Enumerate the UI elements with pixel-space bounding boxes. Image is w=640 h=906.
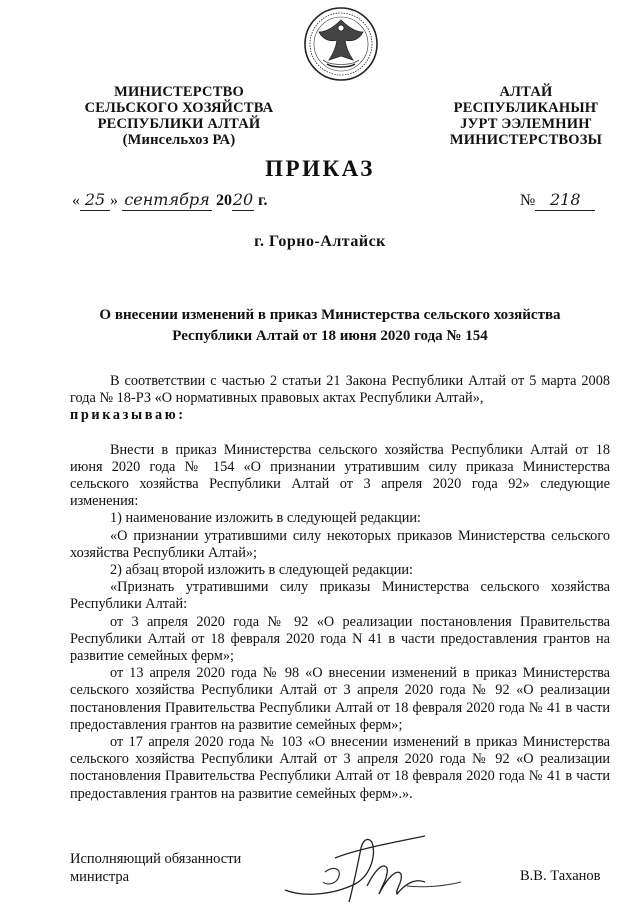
header-left-line: РЕСПУБЛИКИ АЛТАЙ [97, 116, 261, 132]
date-day: 25 [80, 190, 110, 211]
order-word: приказываю: [70, 407, 186, 424]
date-month: сентября [122, 190, 212, 211]
header-right-line: РЕСПУБЛИКАНЫҤ [453, 100, 599, 116]
date-year-prefix: 20 [216, 192, 232, 209]
body-paragraph: от 17 апреля 2020 года № 103 «О внесении изменений в приказ Министерства сельского хозяйства Республики Алтай от 3 апреля 2020 года № 92 «О реализации постановления Правительства Республики Алтай от 18 февраля 2020 года № 41 в части предоставления грантов на развитие семейных ферм».». [70, 734, 610, 802]
date-year-suffix: 20 [232, 190, 254, 209]
header-left-line: (Минсельхоз РА) [122, 132, 236, 148]
header-right-line: МИНИСТЕРСТВОЗЫ [449, 132, 603, 148]
preamble: В соответствии с частью 2 статьи 21 Закона Республики Алтай от 5 марта 2008 года № 18-РЗ «О нормативных правовых актах Республики Алтай», [70, 373, 610, 407]
order-body [70, 373, 610, 803]
ministry-header-altai [430, 84, 622, 148]
body-paragraph: 2) абзац второй изложить в следующей редакции: [110, 562, 413, 579]
handwritten-signature-icon [275, 828, 465, 906]
date-close-quote: » [110, 192, 118, 209]
number-label: № [520, 192, 536, 209]
body-paragraph: от 13 апреля 2020 года № 98 «О внесении изменений в приказ Министерства сельского хозяйства Республики Алтай от 3 апреля 2020 года № 92 «О реализации постановления Правительства Республики Алтай от 18 февраля 2020 года № 41 в части предоставления грантов на развитие семейных ферм»; [70, 665, 610, 733]
date-year-unit: г. [258, 192, 268, 209]
body-paragraph: «Признать утратившими силу приказы Министерства сельского хозяйства Республики Алтай: [70, 579, 610, 613]
body-paragraph: Внести в приказ Министерства сельского хозяйства Республики Алтай от 18 июня 2020 года № 154 «О признании утратившим силу приказа Министерства сельского хозяйства Республики Алтай от 3 апреля 2020 года 92» следующие изменения: [70, 441, 610, 510]
header-right-line: АЛТАЙ [499, 84, 553, 100]
number-value: 218 [535, 190, 595, 211]
order-date [72, 190, 267, 211]
body-paragraph: 1) наименование изложить в следующей редакции: [110, 510, 421, 527]
altai-republic-emblem-icon [303, 6, 379, 82]
signatory-name: В.В. Таханов [520, 868, 601, 884]
header-right-line: ЈУРТ ЭЭЛЕМНИҤ [460, 116, 592, 132]
body-paragraph: «О признании утратившими силу некоторых приказов Министерства сельского хозяйства Республики Алтай»; [70, 527, 610, 561]
header-left-line: СЕЛЬСКОГО ХОЗЯЙСТВА [84, 100, 274, 116]
document-type: ПРИКАЗ [265, 156, 375, 181]
signatory-position [70, 850, 241, 886]
body-paragraph: от 3 апреля 2020 года № 92 «О реализации постановления Правительства Республики Алтай от 18 февраля 2020 года N 41 в части предоставления грантов на развитие семейных ферм»; [70, 613, 610, 665]
position-line: Исполняющий обязанности [70, 851, 242, 867]
order-number [520, 190, 595, 211]
order-city: г. Горно-Алтайск [254, 233, 386, 250]
header-left-line: МИНИСТЕРСТВО [114, 84, 244, 100]
ministry-header-ru [60, 84, 298, 148]
order-title: О внесении изменений в приказ Министерства сельского хозяйства Республики Алтай от 18 июня 2020 года № 154 [99, 307, 561, 344]
date-open-quote: « [72, 192, 80, 209]
position-line: министра [70, 869, 130, 885]
